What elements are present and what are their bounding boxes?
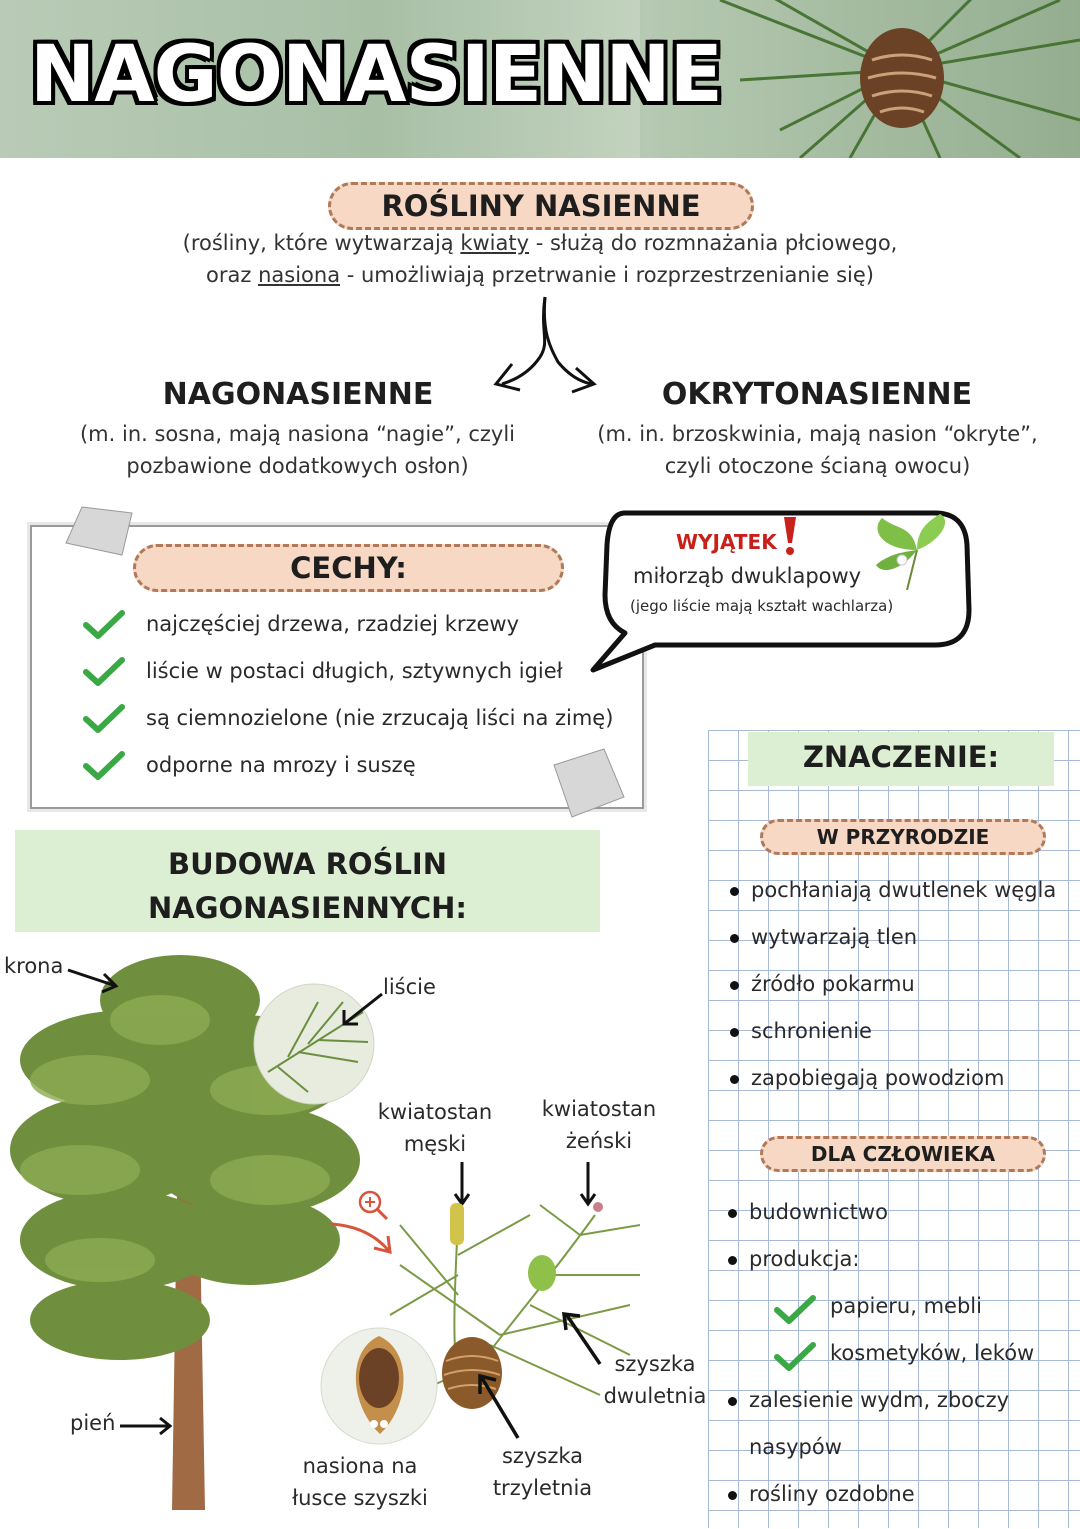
label-male-inflorescence: kwiatostan męski: [377, 1100, 493, 1156]
bullet-icon: [728, 1491, 737, 1500]
list-item: rośliny ozdobne: [728, 1482, 1078, 1529]
exclamation-icon: [780, 515, 800, 557]
list-item: produkcja:: [728, 1247, 1078, 1294]
feature-item: [82, 694, 642, 741]
seed-plants-description: (rośliny, które wytwarzają kwiaty - służą do rozmnażania płciowego, oraz nasiona - umożliwiają przetrwanie i rozprzestrzenianie się): [182, 231, 898, 287]
check-icon: [82, 609, 126, 639]
label-cone-2yr: szyszka dwuletnia: [603, 1352, 707, 1408]
bullet-icon: [730, 887, 739, 896]
list-item: pochłaniają dwutlenek węgla: [730, 878, 1075, 925]
list-item: budownictwo: [728, 1200, 1078, 1247]
page-title: NAGONASIENNE: [30, 30, 722, 120]
label-seeds: nasiona na łusce szyszki: [292, 1454, 428, 1510]
feature-item: [82, 600, 642, 647]
check-icon: [82, 703, 126, 733]
angiosperms-description: (m. in. brzoskwinia, mają nasion “okryte”, czyli otoczone ścianą owocu): [597, 422, 1038, 478]
bullet-icon: [730, 1075, 739, 1084]
features-list: [82, 600, 642, 788]
bullet-icon: [728, 1209, 737, 1218]
feature-item: [82, 647, 642, 694]
feature-item: [82, 741, 642, 788]
angiosperms-heading: OKRYTONASIENNE: [661, 377, 973, 412]
exception-name: miłorząb dwuklapowy: [633, 564, 862, 588]
seed-closeup-image: [318, 1326, 440, 1446]
bullet-icon: [728, 1397, 737, 1406]
importance-heading: ZNACZENIE:: [802, 740, 1000, 774]
bullet-icon: [730, 981, 739, 990]
arrow-icon: [66, 964, 122, 994]
list-item: źródło pokarmu: [730, 972, 1075, 1019]
list-subitem: kosmetyków, leków: [728, 1341, 1078, 1388]
nature-heading: W PRZYRODZIE: [760, 819, 1046, 855]
nature-list: [730, 878, 1075, 1113]
check-icon: [772, 1294, 818, 1324]
human-heading: DLA CZŁOWIEKA: [760, 1136, 1046, 1172]
gymnosperms-description: (m. in. sosna, mają nasiona “nagie”, czyli pozbawione dodatkowych osłon): [79, 422, 515, 478]
bullet-icon: [728, 1256, 737, 1265]
list-item: wytwarzają tlen: [730, 925, 1075, 972]
human-list: [728, 1200, 1078, 1529]
label-female-inflorescence: kwiatostan żeński: [541, 1097, 657, 1153]
features-heading: CECHY:: [133, 544, 564, 592]
list-item: schronienie: [730, 1019, 1075, 1066]
ginkgo-leaf-image: [862, 510, 952, 595]
arrow-icon: [470, 1370, 530, 1442]
bullet-icon: [730, 1028, 739, 1037]
feature-text: liście w postaci długich, sztywnych igieł: [146, 658, 563, 683]
exception-label: WYJĄTEK: [676, 530, 777, 554]
feature-text: odporne na mrozy i suszę: [146, 752, 416, 777]
feature-text: są ciemnozielone (nie zrzucają liści na zimę): [146, 705, 614, 730]
list-item: zapobiegają powodziom: [730, 1066, 1075, 1113]
tape-corner-icon: [62, 503, 134, 558]
exception-note: (jego liście mają kształt wachlarza): [630, 597, 894, 615]
feature-text: najczęściej drzewa, rzadziej krzewy: [146, 611, 520, 636]
bullet-icon: [730, 934, 739, 943]
label-trunk: pień: [70, 1411, 116, 1435]
arrow-icon: [338, 990, 386, 1030]
arrow-icon: [118, 1414, 176, 1438]
header-banner: [0, 0, 1080, 158]
seed-plants-heading: ROŚLINY NASIENNE: [328, 182, 754, 230]
label-cone-3yr: szyszka trzyletnia: [492, 1444, 593, 1500]
label-crown: krona: [4, 954, 64, 978]
structure-heading: BUDOWA ROŚLIN NAGONASIENNYCH:: [147, 847, 468, 925]
gymnosperms-heading: NAGONASIENNE: [162, 377, 434, 412]
list-subitem: papieru, mebli: [728, 1294, 1078, 1341]
split-arrow-icon: [480, 292, 610, 402]
check-icon: [82, 656, 126, 686]
list-item-continuation: nasypów: [749, 1435, 842, 1459]
check-icon: [82, 750, 126, 780]
list-item: zalesienie wydm, zboczy: [728, 1388, 1078, 1435]
check-icon: [772, 1341, 818, 1371]
label-leaves: liście: [383, 975, 436, 999]
